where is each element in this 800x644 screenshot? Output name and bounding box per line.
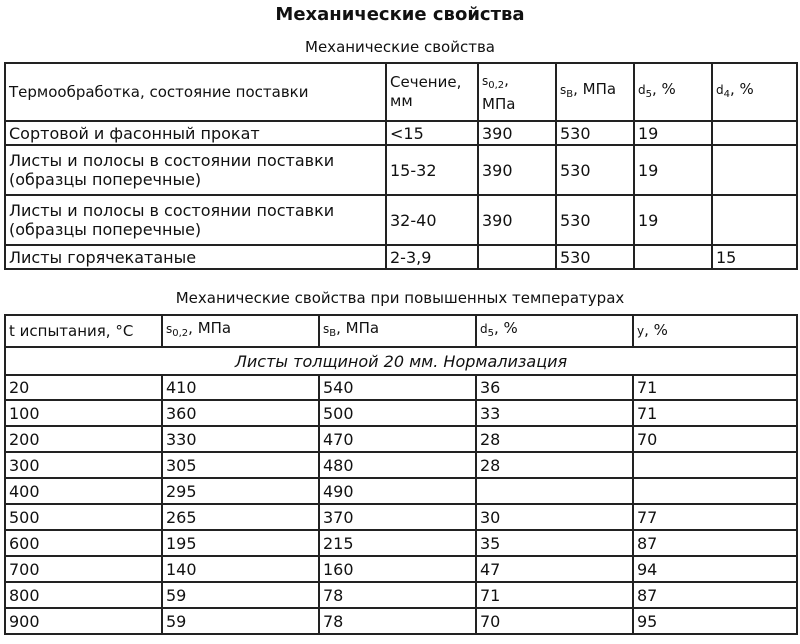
cell-y: 70 — [633, 426, 797, 452]
table-row — [5, 245, 797, 269]
cell-d5: 30 — [476, 504, 633, 530]
cell-t: 400 — [5, 478, 162, 504]
d4-subscript: 4 — [723, 89, 730, 100]
cell-t: 300 — [5, 452, 162, 478]
header-test-temperature: t испытания, °C — [5, 315, 162, 347]
cell-d5: 28 — [476, 426, 633, 452]
y-symbol: y — [637, 324, 645, 338]
d5-unit: , % — [652, 80, 676, 98]
cell-s02: 140 — [162, 556, 319, 582]
header-section: Сечение, мм — [386, 63, 478, 121]
header-s02 — [162, 315, 319, 347]
cell-s02: 410 — [162, 375, 319, 400]
d5-symbol: d — [480, 322, 488, 336]
cell-d4 — [712, 145, 797, 195]
sb-symbol: s — [560, 83, 567, 97]
cell-y: 71 — [633, 375, 797, 400]
cell-sb: 78 — [319, 608, 476, 634]
s02-symbol: s — [166, 322, 173, 336]
cell-t: 200 — [5, 426, 162, 452]
cell-s02: 195 — [162, 530, 319, 556]
cell-s02: 330 — [162, 426, 319, 452]
sb-unit: , МПа — [336, 319, 380, 337]
header-treatment: Термообработка, состояние поставки — [5, 63, 386, 121]
cell-d5: 71 — [476, 582, 633, 608]
cell-sb: 500 — [319, 400, 476, 426]
cell-y: 77 — [633, 504, 797, 530]
header-s02: $s_{0,2}$, МПа — [478, 63, 556, 121]
high-temperature-properties-table — [4, 314, 798, 635]
cell-d5: 70 — [476, 608, 633, 634]
header-d5 — [476, 315, 633, 347]
header-d5 — [634, 63, 712, 121]
cell-d5: 33 — [476, 400, 633, 426]
cell-d5: 19 — [634, 121, 712, 145]
cell-sb: 530 — [556, 195, 634, 245]
cell-s02: 390 — [478, 195, 556, 245]
cell-treatment: Листы и полосы в состоянии поставки (образцы поперечные) — [5, 195, 386, 245]
cell-s02: 295 — [162, 478, 319, 504]
cell-section: 15-32 — [386, 145, 478, 195]
cell-s02: 360 — [162, 400, 319, 426]
table-row — [5, 608, 797, 634]
cell-treatment: Листы горячекатаные — [5, 245, 386, 269]
cell-t: 900 — [5, 608, 162, 634]
cell-t: 700 — [5, 556, 162, 582]
cell-d5: 36 — [476, 375, 633, 400]
d5-subscript: 5 — [487, 328, 494, 339]
table-row — [5, 121, 797, 145]
cell-s02: 305 — [162, 452, 319, 478]
sb-symbol: s — [323, 322, 330, 336]
table1-header-row — [5, 63, 797, 121]
cell-sb: 470 — [319, 426, 476, 452]
cell-treatment: Листы и полосы в состоянии поставки (образцы поперечные) — [5, 145, 386, 195]
cell-t: 20 — [5, 375, 162, 400]
table-row — [5, 530, 797, 556]
header-y — [633, 315, 797, 347]
table-row — [5, 478, 797, 504]
cell-s02 — [478, 245, 556, 269]
cell-d4 — [712, 121, 797, 145]
cell-section: 2-3,9 — [386, 245, 478, 269]
table2-header-row — [5, 315, 797, 347]
cell-t: 600 — [5, 530, 162, 556]
cell-d5: 35 — [476, 530, 633, 556]
table2-subheading: Листы толщиной 20 мм. Нормализация — [5, 347, 797, 375]
d5-unit: , % — [494, 319, 518, 337]
table-row — [5, 400, 797, 426]
table-row — [5, 582, 797, 608]
s02-subscript: 0,2 — [488, 79, 505, 91]
cell-sb: 530 — [556, 145, 634, 195]
sb-unit: , МПа — [573, 80, 617, 98]
cell-t: 800 — [5, 582, 162, 608]
mechanical-properties-table — [4, 62, 798, 270]
table-row — [5, 375, 797, 400]
cell-y: 87 — [633, 530, 797, 556]
header-d4 — [712, 63, 797, 121]
cell-t: 500 — [5, 504, 162, 530]
cell-sb: 370 — [319, 504, 476, 530]
cell-y: 94 — [633, 556, 797, 582]
cell-s02: 59 — [162, 582, 319, 608]
cell-d5: 28 — [476, 452, 633, 478]
cell-y: 95 — [633, 608, 797, 634]
cell-d5 — [476, 478, 633, 504]
table-row — [5, 556, 797, 582]
cell-y: 87 — [633, 582, 797, 608]
header-sb — [319, 315, 476, 347]
cell-section: <15 — [386, 121, 478, 145]
sb-subscript: B — [566, 89, 574, 100]
table-row — [5, 452, 797, 478]
sb-subscript: B — [329, 328, 337, 339]
cell-section: 32-40 — [386, 195, 478, 245]
cell-sb: 490 — [319, 478, 476, 504]
table-row — [5, 504, 797, 530]
s02-unit: , МПа — [188, 319, 232, 337]
cell-t: 100 — [5, 400, 162, 426]
cell-y — [633, 452, 797, 478]
cell-d5: 19 — [634, 195, 712, 245]
cell-d4 — [712, 195, 797, 245]
s02-symbol: s — [482, 73, 489, 88]
y-unit: , % — [644, 321, 668, 339]
cell-sb: 160 — [319, 556, 476, 582]
s02-unit: МПа — [482, 94, 516, 113]
cell-sb: 540 — [319, 375, 476, 400]
table-row — [5, 145, 797, 195]
cell-y: 71 — [633, 400, 797, 426]
cell-sb: 215 — [319, 530, 476, 556]
cell-sb: 480 — [319, 452, 476, 478]
table-row — [5, 195, 797, 245]
table2-subheading-row — [5, 347, 797, 375]
table1-caption: Механические свойства — [305, 38, 495, 56]
cell-s02: 265 — [162, 504, 319, 530]
page-title: Механические свойства — [275, 4, 525, 25]
d5-subscript: 5 — [645, 89, 652, 100]
table2-caption: Механические свойства при повышенных температурах — [175, 289, 625, 307]
cell-d5: 47 — [476, 556, 633, 582]
cell-sb: 530 — [556, 245, 634, 269]
d5-symbol: d — [638, 83, 646, 97]
cell-d5: 19 — [634, 145, 712, 195]
cell-d4: 15 — [712, 245, 797, 269]
cell-y — [633, 478, 797, 504]
s02-subscript: 0,2 — [172, 328, 189, 339]
table-row — [5, 426, 797, 452]
cell-sb: 530 — [556, 121, 634, 145]
header-sb — [556, 63, 634, 121]
cell-sb: 78 — [319, 582, 476, 608]
cell-d5 — [634, 245, 712, 269]
cell-s02: 390 — [478, 121, 556, 145]
d4-unit: , % — [730, 80, 754, 98]
cell-s02: 59 — [162, 608, 319, 634]
d4-symbol: d — [716, 83, 724, 97]
cell-treatment: Сортовой и фасонный прокат — [5, 121, 386, 145]
cell-s02: 390 — [478, 145, 556, 195]
